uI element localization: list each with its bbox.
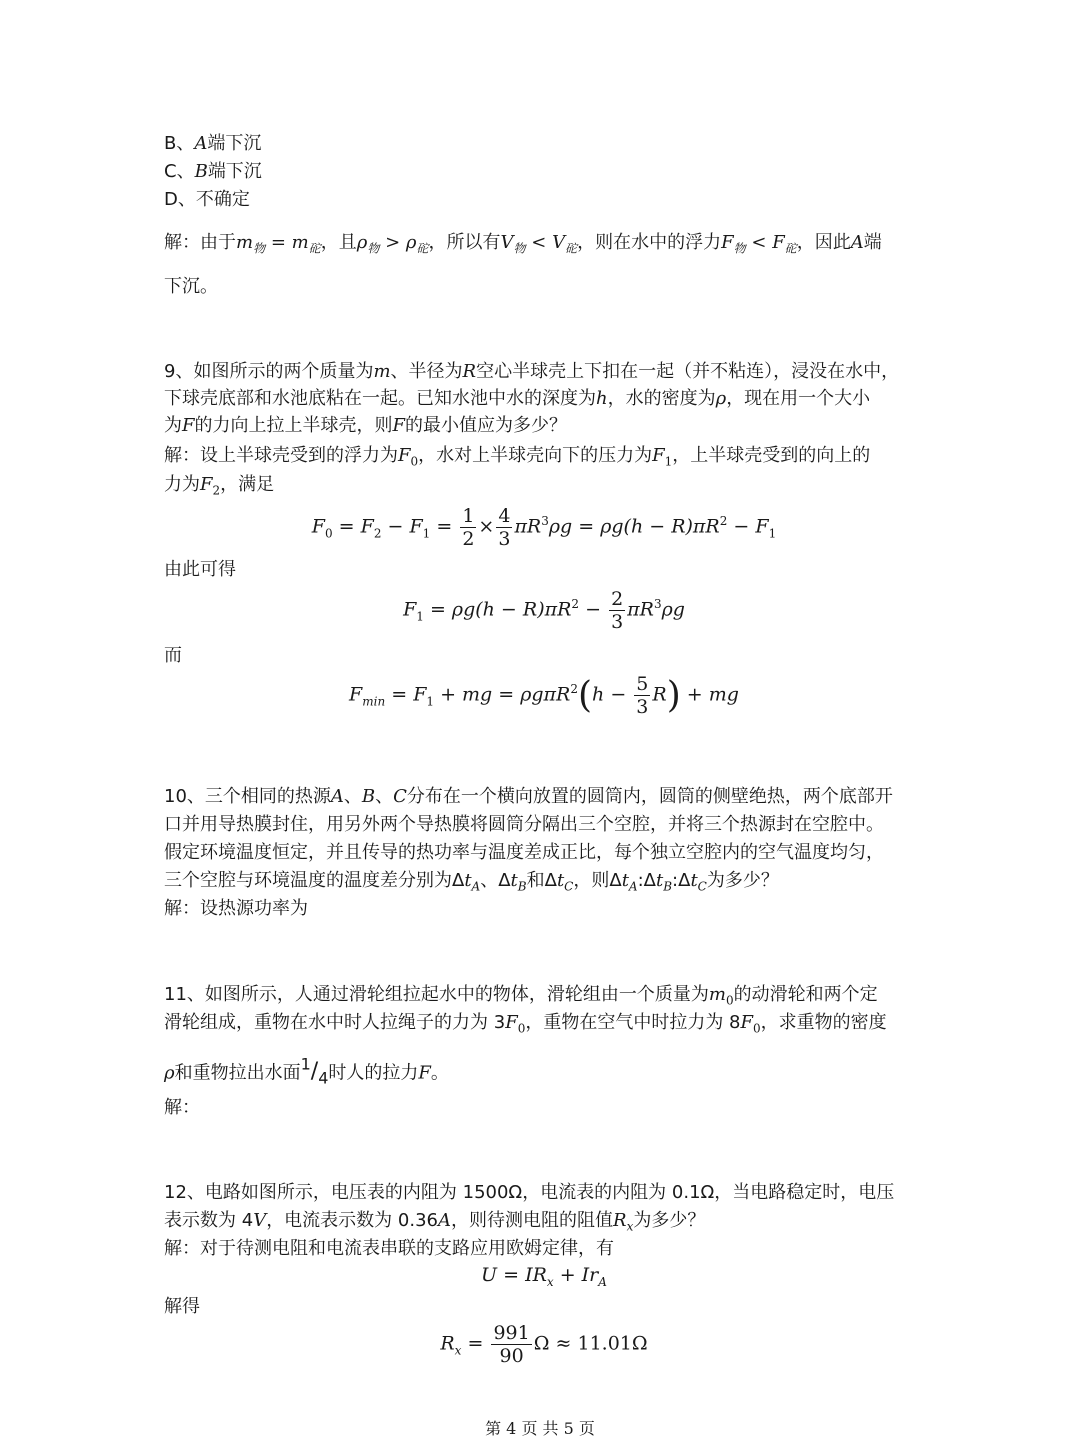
q12-solve: 解得 xyxy=(164,1296,200,1317)
q8-option-b: B、A端下沉 xyxy=(164,133,262,154)
q9-from-this: 由此可得 xyxy=(164,559,236,580)
q11-text-line3: ρ和重物拉出水面$^1/_4$时人的拉力F。 xyxy=(164,1055,449,1088)
q10-text-line2: 口并用导热膜封住，用另外两个导热膜将圆筒分隔出三个空腔，并将三个热源封在空腔中。 xyxy=(164,814,884,835)
q9-text-line2: 下球壳底部和水池底粘在一起。已知水池中水的深度为h，水的密度为ρ，现在用一个大小 xyxy=(164,388,871,409)
q9-text-line1: 9、如图所示的两个质量为m、半径为R空心半球壳上下扣在一起（并不粘连），浸没在水中， xyxy=(164,361,900,382)
q12-text-line2: 表示数为 4V，电流表示数为 0.36A，则待测电阻的阻值$R_x$为多少？ xyxy=(164,1210,706,1234)
q9-equation-2: $F_1 = \rho g(h - R)\pi R^2$ − $\frac{2}{3}$ $\pi R^3\rho g$ xyxy=(403,588,685,633)
q9-text-line3: 为F的力向上拉上半球壳，则F的最小值应为多少？ xyxy=(164,415,567,436)
q9-equation-3: $F_{min} = F_1$ + mg = ρgπR$^2$(h − $\frac{5}{3}$ R) + mg xyxy=(349,673,739,718)
q12-equation-2: $R_x$ = $\frac{991}{90}$ Ω ≈ 11.01Ω xyxy=(440,1322,648,1367)
q12-text-line1: 12、电路如图所示，电压表的内阻为 1500Ω，电流表的内阻为 0.1Ω，当电路稳定时，电压 xyxy=(164,1182,895,1203)
q10-text-line1: 10、三个相同的热源A、B、C分布在一个横向放置的圆筒内，圆筒的侧壁绝热，两个底部开 xyxy=(164,786,893,807)
q8-option-d: D、不确定 xyxy=(164,189,250,210)
q12-solution: 解：对于待测电阻和电流表串联的支路应用欧姆定律，有 xyxy=(164,1238,614,1259)
page-footer: 第 4 页 共 5 页 xyxy=(485,1419,595,1438)
q8-solution-line1: 解：由于$m_物 = m_砣$，且$\rho_物 > \rho_砣$，所以有$V_物 < V_砣$，则在水中的浮力$F_物 < F_砣$，因此A端 xyxy=(164,232,882,256)
q8-solution-line2: 下沉。 xyxy=(164,276,218,297)
q10-text-line4: 三个空腔与环境温度的温度差分别为$\Delta t_A$、$\Delta t_B$和$\Delta t_C$，则$\Delta t_A:\Delta t_B:\Delta t_C$为多少？ xyxy=(164,870,779,894)
q9-solution-line1: 解：设上半球壳受到的浮力为$F_0$，水对上半球壳向下的压力为$F_1$，上半球壳受到的向上的 xyxy=(164,445,871,469)
q10-solution: 解：设热源功率为 xyxy=(164,898,308,919)
q11-text-line2: 滑轮组成，重物在水中时人拉绳子的力为 $3F_0$，重物在空气中时拉力为 $8F_0$，求重物的密度 xyxy=(164,1012,887,1036)
q10-text-line3: 假定环境温度恒定，并且传导的热功率与温度差成正比，每个独立空腔内的空气温度均匀， xyxy=(164,842,884,863)
q9-equation-1: $F_0 = F_2 - F_1$ = $\frac{1}{2}$ × $\frac{4}{3}$ $\pi R^3\rho g = \rho g(h - R)\pi R^2 - F_1$ xyxy=(311,505,777,550)
q9-and: 而 xyxy=(164,645,182,666)
q11-solution: 解： xyxy=(164,1097,200,1118)
q9-solution-line2: 力为$F_2$，满足 xyxy=(164,474,275,498)
q12-equation-1: $U = IR_x + Ir_A$ xyxy=(481,1264,607,1289)
q11-text-line1: 11、如图所示，人通过滑轮组拉起水中的物体，滑轮组由一个质量为$m_0$的动滑轮和两个定 xyxy=(164,984,878,1008)
q8-option-c: C、B端下沉 xyxy=(164,161,262,182)
